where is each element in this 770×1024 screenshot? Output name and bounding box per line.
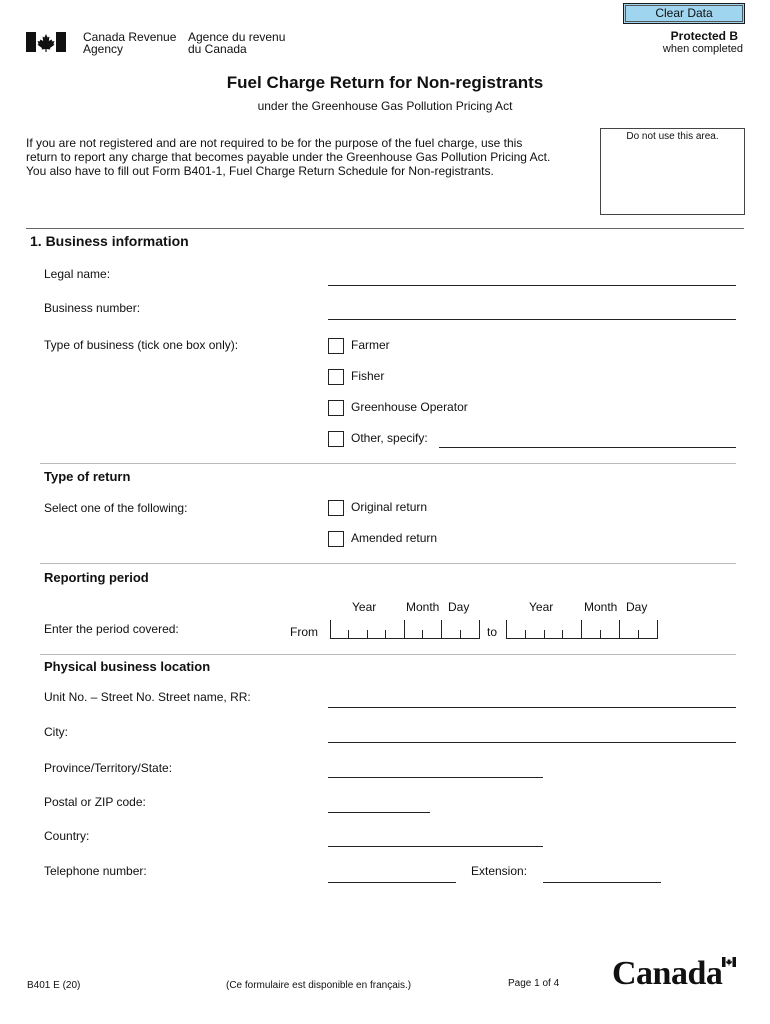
period-prompt: Enter the period covered:	[44, 622, 179, 636]
from-year-header: Year	[352, 600, 377, 614]
postal-code-label: Postal or ZIP code:	[44, 795, 146, 809]
section1-rule	[26, 228, 744, 229]
page-subtitle: under the Greenhouse Gas Pollution Pricing Act	[257, 99, 513, 113]
other-specify-field[interactable]	[439, 447, 736, 448]
legal-name-label: Legal name:	[44, 267, 111, 281]
extension-label: Extension:	[471, 864, 528, 878]
amended-return-checkbox[interactable]	[328, 531, 344, 547]
legal-name-field[interactable]	[328, 285, 736, 286]
other-checkbox[interactable]	[328, 431, 344, 447]
canada-flag-icon	[26, 32, 66, 52]
protected-b-label: Protected B	[670, 29, 738, 43]
location-rule	[40, 654, 736, 655]
form-code: B401 E (20)	[27, 980, 81, 991]
do-not-use-label: Do not use this area.	[626, 131, 719, 142]
intro-line-3: You also have to fill out Form B401-1, Fuel Charge Return Schedule for Non-registrants.	[26, 164, 494, 178]
telephone-field[interactable]	[328, 882, 456, 883]
business-number-field[interactable]	[328, 319, 736, 320]
french-availability-note: (Ce formulaire est disponible en français.)	[226, 980, 412, 991]
street-label: Unit No. – Street No. Street name, RR:	[44, 690, 251, 704]
page-number: Page 1 of 4	[508, 978, 560, 989]
intro-line-2: return to report any charge that becomes payable under the Greenhouse Gas Pollution Pricing Act.	[26, 150, 551, 164]
fisher-label: Fisher	[351, 369, 385, 383]
agency-fr-line2: du Canada	[188, 42, 247, 56]
agency-en-line1: Canada Revenue	[83, 30, 177, 44]
to-date-field[interactable]	[506, 620, 658, 639]
greenhouse-operator-label: Greenhouse Operator	[351, 400, 468, 414]
original-return-checkbox[interactable]	[328, 500, 344, 516]
province-field[interactable]	[328, 777, 543, 778]
type-of-return-title: Type of return	[44, 469, 131, 484]
wordmark-flag-icon	[722, 957, 736, 967]
section1-title: 1. Business information	[30, 233, 189, 249]
reporting-period-rule	[40, 563, 736, 564]
canada-wordmark	[612, 954, 722, 994]
when-completed-label: when completed	[662, 43, 743, 55]
from-date-field[interactable]	[330, 620, 480, 639]
from-day-header: Day	[448, 600, 470, 614]
postal-code-field[interactable]	[328, 812, 430, 813]
country-label: Country:	[44, 829, 90, 843]
from-label: From	[290, 625, 318, 639]
to-label: to	[487, 625, 498, 639]
fisher-checkbox[interactable]	[328, 369, 344, 385]
other-label: Other, specify:	[351, 431, 428, 445]
canada-wordmark-text: Canada	[612, 955, 723, 992]
business-number-label: Business number:	[44, 301, 141, 315]
street-field[interactable]	[328, 707, 736, 708]
to-year-header: Year	[529, 600, 554, 614]
original-return-label: Original return	[351, 500, 428, 514]
farmer-label: Farmer	[351, 338, 390, 352]
greenhouse-operator-checkbox[interactable]	[328, 400, 344, 416]
farmer-checkbox[interactable]	[328, 338, 344, 354]
reporting-period-title: Reporting period	[44, 570, 149, 585]
extension-field[interactable]	[543, 882, 661, 883]
from-month-header: Month	[406, 600, 440, 614]
do-not-use-box	[600, 128, 745, 215]
amended-return-label: Amended return	[351, 531, 438, 545]
agency-fr-line1: Agence du revenu	[188, 30, 286, 44]
page-title: Fuel Charge Return for Non-registrants	[226, 73, 544, 92]
agency-en-line2: Agency	[83, 42, 124, 56]
telephone-label: Telephone number:	[44, 864, 147, 878]
to-month-header: Month	[584, 600, 618, 614]
type-of-return-rule	[40, 463, 736, 464]
country-field[interactable]	[328, 846, 543, 847]
intro-line-1: If you are not registered and are not required to be for the purpose of the fuel charge, use this	[26, 136, 523, 150]
type-of-business-label: Type of business (tick one box only):	[44, 338, 239, 352]
city-label: City:	[44, 725, 68, 739]
type-of-return-prompt: Select one of the following:	[44, 501, 188, 515]
location-title: Physical business location	[44, 659, 211, 674]
city-field[interactable]	[328, 742, 736, 743]
to-day-header: Day	[626, 600, 648, 614]
clear-data-button[interactable]: Clear Data	[623, 3, 745, 24]
province-label: Province/Territory/State:	[44, 761, 173, 775]
